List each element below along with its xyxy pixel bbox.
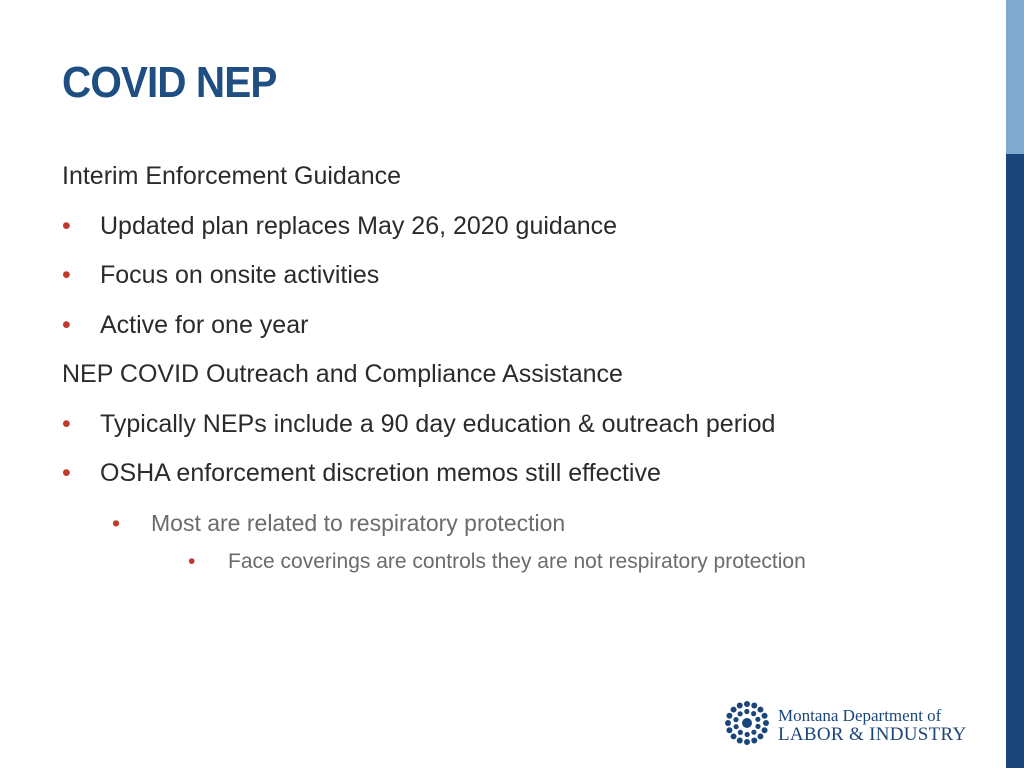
logo-dot (726, 713, 732, 719)
sub-bullet-dot-icon: • (112, 510, 121, 536)
bullet-dot-icon: • (62, 261, 71, 289)
bullet-text: Updated plan replaces May 26, 2020 guidance (100, 212, 618, 240)
logo-dot (737, 702, 743, 708)
logo-dot (731, 707, 737, 713)
bullet-text: Typically NEPs include a 90 day education & outreach period (100, 410, 776, 438)
logo-dot (751, 730, 756, 735)
bullet-item (62, 410, 942, 442)
logo-dot (738, 730, 743, 735)
bullet-text: Focus on onsite activities (100, 261, 380, 289)
logo-dot (742, 718, 752, 728)
logo-dot (744, 739, 750, 745)
sub-sub-bullet-item (188, 550, 948, 578)
bullet-text: OSHA enforcement discretion memos still effective (100, 459, 661, 487)
sub-sub-bullet-text: Face coverings are controls they are not respiratory protection (228, 550, 806, 573)
bullet-dot-icon: • (62, 212, 71, 240)
accent-bar-dark-segment (1006, 154, 1024, 768)
logo-dot (757, 707, 763, 713)
bullet-dot-icon: • (62, 410, 71, 438)
logo-dot (755, 724, 760, 729)
accent-bar-light-segment (1006, 0, 1024, 154)
logo-department-name: Montana Department of (778, 706, 942, 725)
department-logo (724, 700, 974, 752)
logo-dot (744, 709, 749, 714)
sub-bullet-text: Most are related to respiratory protection (151, 510, 566, 536)
logo-dot (725, 720, 731, 726)
logo-dot (731, 733, 737, 739)
logo-dot (757, 733, 763, 739)
logo-dot (762, 727, 768, 733)
logo-dot (751, 738, 757, 744)
right-accent-bar (1006, 0, 1024, 768)
logo-dot (733, 717, 738, 722)
bullet-dot-icon: • (62, 311, 71, 339)
bullet-text: Active for one year (100, 311, 309, 339)
logo-dot (755, 717, 760, 722)
bullet-item (62, 311, 762, 343)
gear-seal-icon (724, 700, 770, 746)
slide-title: COVID NEP (62, 58, 277, 107)
bullet-item (62, 459, 942, 491)
logo-dot (744, 701, 750, 707)
logo-dot (737, 738, 743, 744)
logo-dot (734, 724, 739, 729)
bullet-item (62, 212, 762, 244)
bullet-dot-icon: • (62, 459, 71, 487)
bullet-item (62, 261, 762, 293)
section-heading-interim: Interim Enforcement Guidance (62, 162, 402, 190)
sub-bullet-item (112, 510, 812, 540)
logo-dot (763, 720, 769, 726)
logo-agency-name: LABOR & INDUSTRY (778, 724, 967, 745)
logo-dot (738, 711, 743, 716)
section-heading-outreach: NEP COVID Outreach and Compliance Assistance (62, 360, 623, 388)
logo-dot (751, 702, 757, 708)
logo-dot (762, 713, 768, 719)
logo-dot (751, 711, 756, 716)
logo-dot (745, 732, 750, 737)
logo-dot (726, 727, 732, 733)
logo-dot-ring (725, 701, 769, 745)
sub-sub-bullet-dot-icon: • (188, 550, 196, 573)
